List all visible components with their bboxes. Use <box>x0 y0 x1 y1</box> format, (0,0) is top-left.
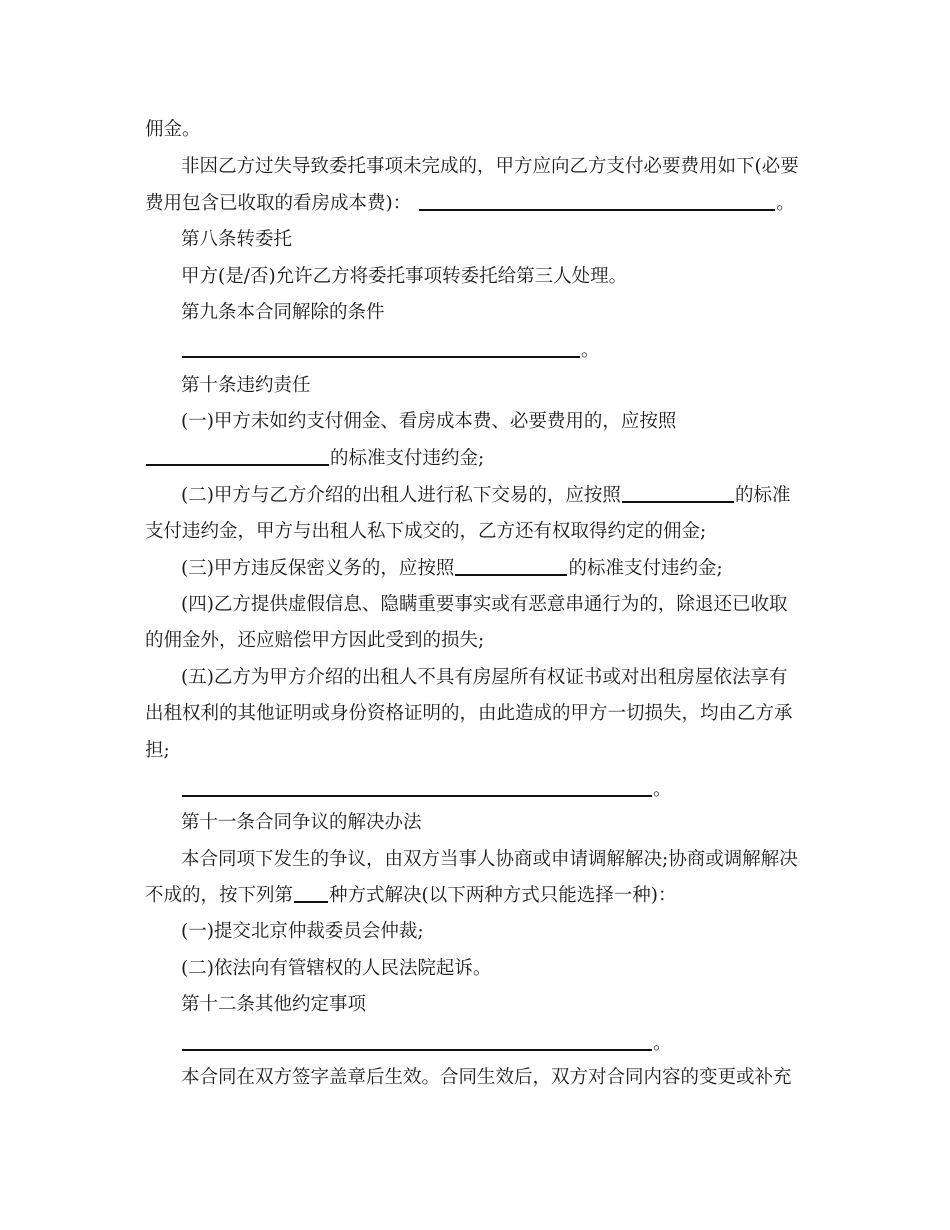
text-line: (五)乙方为甲方介绍的出租人不具有房屋所有权证书或对出租房屋依法享有 <box>181 667 788 688</box>
text-line: 担; <box>145 740 170 761</box>
text-line: 支付违约金，甲方与出租人私下成交的，乙方还有权取得约定的佣金; <box>145 521 707 542</box>
fill-blank[interactable] <box>182 356 580 358</box>
text-line: 佣金。 <box>145 119 201 140</box>
text-line: 。 <box>181 339 851 363</box>
article-heading: 第十二条其他约定事项 <box>181 994 367 1015</box>
text-line: (一)提交北京仲裁委员会仲裁; <box>181 921 424 942</box>
text-line: 甲方(是/否)允许乙方将委托事项转委托给第三人处理。 <box>181 266 628 287</box>
text-line: 不成的，按下列第 种方式解决(以下两种方式只能选择一种)： <box>145 885 677 906</box>
text-line: (二)甲方与乙方介绍的出租人进行私下交易的，应按照 的标准 <box>181 485 791 506</box>
text-line: 。 <box>181 1032 851 1056</box>
fill-blank[interactable] <box>419 209 775 211</box>
fill-blank[interactable] <box>294 901 328 903</box>
article-heading: 第十条违约责任 <box>181 375 311 396</box>
text-line: (二)依法向有管辖权的人民法院起诉。 <box>181 958 492 979</box>
text-line: 出租权利的其他证明或身份资格证明的，由此造成的甲方一切损失，均由乙方承 <box>145 703 793 724</box>
fill-blank[interactable] <box>455 574 567 576</box>
text-line: 的标准支付违约金; <box>145 447 815 471</box>
article-heading: 第十一条合同争议的解决办法 <box>181 812 422 833</box>
article-heading: 第八条转委托 <box>181 229 293 250</box>
text-line: 非因乙方过失导致委托事项未完成的，甲方应向乙方支付必要费用如下(必要 <box>181 156 799 177</box>
fill-blank[interactable] <box>622 501 734 503</box>
text-line: (一)甲方未如约支付佣金、看房成本费、必要费用的，应按照 <box>181 411 677 432</box>
fill-blank[interactable] <box>182 795 652 797</box>
text-line: 的佣金外，还应赔偿甲方因此受到的损失; <box>145 630 485 651</box>
text-line: (三)甲方违反保密义务的，应按照 的标准支付违约金; <box>181 558 723 579</box>
text-line: (四)乙方提供虚假信息、隐瞒重要事实或有恶意串通行为的，除退还已收取 <box>181 594 788 615</box>
text-line: 本合同项下发生的争议，由双方当事人协商或申请调解解决;协商或调解解决 <box>181 849 798 870</box>
article-heading: 第九条本合同解除的条件 <box>181 302 385 323</box>
fill-blank[interactable] <box>146 464 329 466</box>
text-line: 。 <box>181 778 851 802</box>
text-line: 费用包含已收取的看房成本费)： 。 <box>145 193 795 214</box>
text-line: 本合同在双方签字盖章后生效。合同生效后，双方对合同内容的变更或补充 <box>181 1067 792 1088</box>
fill-blank[interactable] <box>182 1049 652 1051</box>
